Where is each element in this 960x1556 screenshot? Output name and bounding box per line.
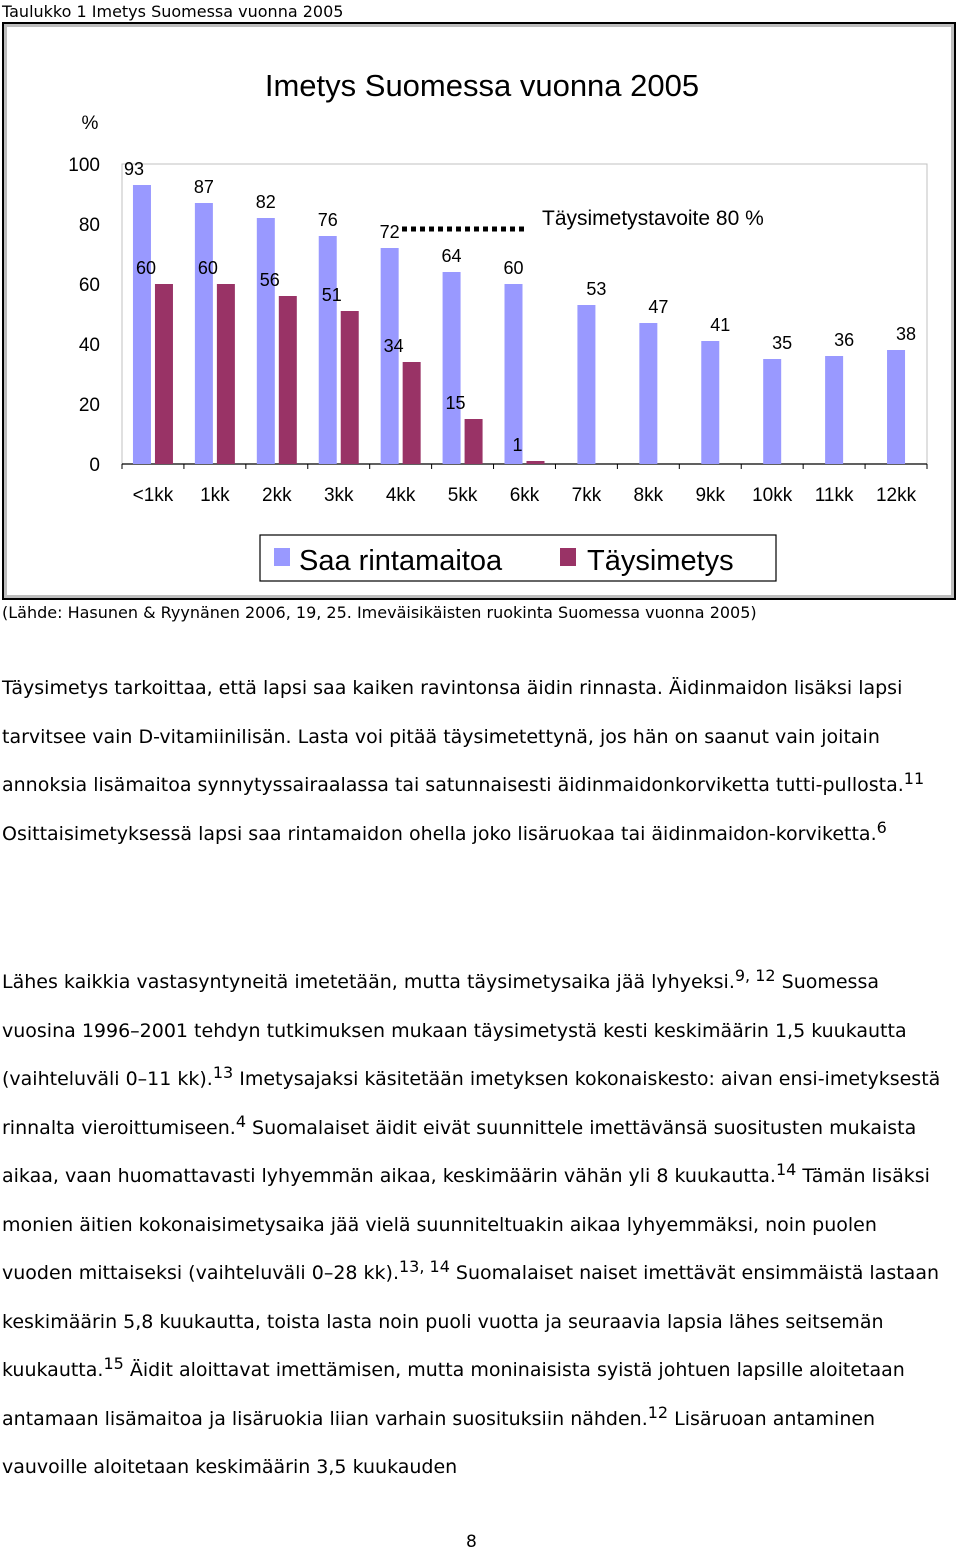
page-number: 8 [466,1532,477,1552]
chart-frame [2,22,956,600]
data-label: 72 [379,222,400,242]
text-run: Lisäruoan antaminen vauvoille aloitetaan keskimäärin 3,5 kuukauden [2,1407,876,1478]
bar-saa-rintamaitoa [381,248,399,464]
text-run: Äidit aloittavat imettämisen, mutta moninaisista syistä johtuen lapsille aloitetaan antamaan lisämaitoa ja lisäruokia liian varhain suosituksiin nähden. [2,1359,905,1430]
data-label: 93 [123,159,144,179]
reference-number: 13 [212,1063,234,1082]
data-label: 1 [512,435,523,455]
x-tick-label: 5kk [447,485,478,506]
bar-taysimetys [527,461,545,464]
bar-saa-rintamaitoa [887,350,905,464]
bar-taysimetys [217,284,235,464]
data-label: 76 [317,210,338,230]
reference-number: 13, 14 [399,1257,450,1276]
table-caption: Taulukko 1 Imetys Suomessa vuonna 2005 [2,2,344,21]
text-run: Tämän lisäksi monien äitien kokonaisimetysaika jää vielä suunniteltuakin aikaa lyhyemmäksi, noin puolen vuoden mittaiseksi (vaihteluväli 0–28 kk). [2,1165,930,1284]
text-run: Imetysajaksi käsitetään imetyksen kokonaiskesto: aivan ensi-imetyksestä rinnalta vieroittumiseen. [2,1068,941,1139]
x-tick-label: 10kk [752,485,793,506]
legend-label-tays: Täysimetys [587,545,734,577]
bar-taysimetys [403,362,421,464]
x-tick-label: 1kk [200,485,230,506]
y-axis-label: % [81,113,99,134]
bar-saa-rintamaitoa [825,356,843,464]
breastfeeding-chart [4,24,954,598]
data-label: 87 [193,177,214,197]
y-tick-label: 100 [68,155,100,176]
reference-number: 4 [235,1111,247,1131]
bar-saa-rintamaitoa [319,236,337,464]
reference-number: 11 [903,769,925,788]
data-label: 53 [586,279,607,299]
chart-title: Imetys Suomessa vuonna 2005 [264,68,700,103]
reference-number: 9, 12 [734,966,776,985]
x-tick-label: 4kk [385,485,416,506]
bar-saa-rintamaitoa [257,218,275,464]
data-label: 60 [135,258,156,278]
x-tick-label: 2kk [262,485,292,506]
paragraph-duration [2,958,942,1492]
text-run: Suomalaiset naiset imettävät ensimmäistä lastaan keskimäärin 5,8 kuukautta, toista lasta noin puoli vuotta ja seuraavia lapsia lähes seitsemän kuukautta. [2,1262,940,1381]
text-run: Suomessa vuosina 1996–2001 tehdyn tutkimuksen mukaan täysimetystä kesti keskimäärin 1,5 kuukautta (vaihteluväli 0–11 kk). [2,971,907,1090]
bar-saa-rintamaitoa [133,185,151,464]
x-tick-label: 6kk [509,485,540,506]
reference-number: 6 [876,817,887,837]
x-tick-label: 11kk [814,485,854,506]
y-tick-label: 20 [78,395,100,416]
bar-saa-rintamaitoa [639,323,657,464]
data-label: 60 [503,258,524,278]
x-tick-label: 7kk [571,485,602,506]
data-label: 36 [834,330,855,350]
data-label: 56 [259,270,280,290]
bar-saa-rintamaitoa [763,359,781,464]
y-tick-label: 0 [89,455,100,476]
bar-taysimetys [341,311,359,464]
y-tick-label: 40 [78,335,100,356]
x-tick-label: 8kk [633,485,664,506]
bar-saa-rintamaitoa [577,305,595,464]
text-run: Lähes kaikkia vastasyntyneitä imetetään, mutta täysimetysaika jää lyhyeksi. [2,971,735,993]
data-label: 51 [321,285,342,305]
legend-swatch-tays [560,548,576,566]
data-label: 41 [710,315,731,335]
text-run: Täysimetys tarkoittaa, että lapsi saa kaiken ravintonsa äidin rinnasta. Äidinmaidon lisäksi lapsi tarvitsee vain D-vitamiinilisän. Lasta voi pitää täysimetettynä, jos hän on saanut vain joitain annoksia lisämaitoa synnytyssairaalassa tai satunnaisesti äidinmaidonkorviketta tutti-pullosta. [2,677,904,796]
data-label: 34 [383,336,404,356]
reference-number: 14 [775,1160,797,1179]
bar-taysimetys [465,419,483,464]
bar-taysimetys [155,284,173,464]
bar-saa-rintamaitoa [195,203,213,464]
data-label: 47 [648,297,669,317]
reference-number: 12 [647,1402,669,1422]
reference-number: 15 [103,1354,124,1373]
x-tick-label: 12kk [875,485,917,506]
x-tick-label: 3kk [323,485,354,506]
data-label: 64 [441,246,462,266]
data-label: 60 [197,258,218,278]
bar-taysimetys [279,296,297,464]
bar-saa-rintamaitoa [701,341,719,464]
legend-label-saa: Saa rintamaitoa [299,545,503,577]
plot-area [122,164,927,464]
y-tick-label: 80 [78,215,100,236]
y-tick-label: 60 [78,275,100,296]
x-tick-label: 9kk [695,485,726,506]
data-label: 82 [255,192,276,212]
source-note: (Lähde: Hasunen & Ryynänen 2006, 19, 25. Imeväisikäisten ruokinta Suomessa vuonna 2005) [2,603,757,622]
text-run: Suomalaiset äidit eivät suunnittele imettävänsä suositusten mukaista aikaa, vaan huomattavasti lyhyemmän aikaa, keskimäärin vähän yli 8 kuukautta. [2,1116,917,1187]
legend-swatch-saa [274,548,290,566]
text-run: Osittaisimetyksessä lapsi saa rintamaidon ohella joko lisäruokaa tai äidinmaidon-korviketta. [2,822,877,845]
data-label: 35 [772,333,793,353]
data-label: 15 [445,393,466,413]
goal-annotation: Täysimetystavoite 80 % [542,207,764,230]
bar-saa-rintamaitoa [443,272,461,464]
paragraph-definition [2,664,942,858]
x-tick-label: <1kk [132,485,174,506]
data-label: 38 [896,324,917,344]
